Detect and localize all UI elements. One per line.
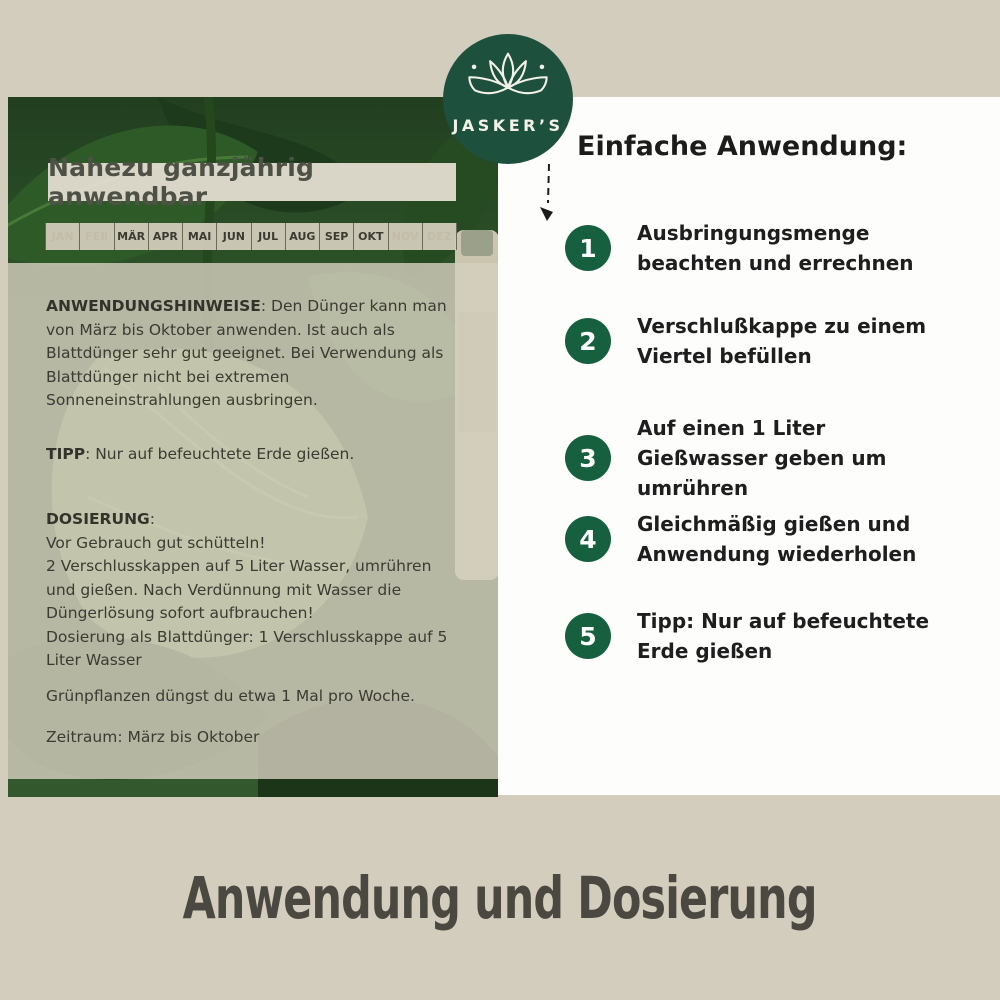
step-text: Auf einen 1 Liter Gießwasser geben um umrühren	[637, 416, 887, 500]
left-headline-text: Nahezu ganzjährig anwendbar	[48, 153, 315, 211]
tip-text: : Nur auf befeuchtete Erde gießen.	[85, 444, 355, 463]
dashed-arrow-icon	[536, 161, 562, 229]
step-text: Tipp: Nur auf befeuchtete Erde gießen	[637, 609, 930, 663]
dosage-line-2: 2 Verschlusskappen auf 5 Liter Wasser, umrühren und gießen. Nach Verdünnung mit Wasser die Düngerlösung sofort aufbrauchen!	[46, 557, 432, 622]
footer-title	[0, 864, 1000, 932]
tip-label: TIPP	[46, 444, 86, 463]
frequency-text: Grünpflanzen düngst du etwa 1 Mal pro Woche.	[46, 686, 415, 705]
dosage-label: DOSIERUNG	[46, 510, 150, 528]
steps-panel	[498, 97, 1000, 795]
month-cell-jan: JAN	[45, 223, 80, 250]
step-row-2	[565, 311, 957, 371]
usage-text: : Den Dünger kann man von März bis Oktober anwenden. Ist auch als Blattdünger sehr gut geeignet. Bei Verwendung als Blattdünger nicht bei extremen Sonneneinstrahlungen ausbringen.	[46, 297, 447, 409]
dosage-paragraph: DOSIERUNG: Vor Gebrauch gut schütteln! 2 Verschlusskappen auf 5 Liter Wasser, umrühren und gießen. Nach Verdünnung mit Wasser die Düngerlösung sofort aufbrauchen! Dosierung als Blattdünger: 1 Verschlusskappe auf 5 Liter Wasser	[46, 508, 462, 673]
usage-paragraph	[46, 295, 462, 413]
month-cell-dez: DEZ	[423, 223, 457, 250]
step-row-5	[565, 606, 957, 666]
step-row-4	[565, 509, 957, 569]
usage-hints	[46, 295, 462, 750]
tip-paragraph	[46, 443, 462, 467]
step-text: Gleichmäßig gießen und Anwendung wiederholen	[637, 512, 917, 566]
period-text: Zeitraum: März bis Oktober	[46, 728, 260, 746]
month-cell-apr: APR	[149, 223, 183, 250]
dosage-line-3: Dosierung als Blattdünger: 1 Verschlusskappe auf 5 Liter Wasser	[46, 627, 448, 669]
step-number-badge: 4	[565, 516, 611, 562]
step-number-badge: 2	[565, 318, 611, 364]
plant-photo-panel	[8, 97, 498, 797]
footer-title-text: Anwendung und Dosierung	[182, 864, 818, 932]
months-strip	[45, 223, 457, 250]
month-cell-jun: JUN	[217, 223, 251, 250]
brand-name: JASKER’S	[452, 116, 564, 135]
month-cell-mai: MAI	[183, 223, 217, 250]
month-cell-sep: SEP	[320, 223, 354, 250]
step-row-1	[565, 218, 957, 278]
month-cell-okt: OKT	[354, 223, 388, 250]
step-number-badge: 1	[565, 225, 611, 271]
step-number-badge: 5	[565, 613, 611, 659]
step-number-badge: 3	[565, 435, 611, 481]
brand-logo	[443, 34, 573, 164]
step-text: Ausbringungsmenge beachten und errechnen	[637, 221, 914, 275]
dosage-line-1: Vor Gebrauch gut schütteln!	[46, 533, 266, 552]
step-row-3	[565, 413, 957, 503]
month-cell-nov: NOV	[389, 223, 423, 250]
step-text: Verschlußkappe zu einem Viertel befüllen	[637, 314, 927, 368]
steps-heading: Einfache Anwendung:	[577, 131, 908, 162]
month-cell-aug: AUG	[286, 223, 320, 250]
left-headline	[48, 153, 456, 211]
lotus-icon	[460, 48, 556, 114]
month-cell-mar: MÄR	[115, 223, 149, 250]
month-cell-feb: FEB	[80, 223, 114, 250]
month-cell-jul: JUL	[252, 223, 286, 250]
usage-label: ANWENDUNGSHINWEISE	[46, 297, 261, 315]
